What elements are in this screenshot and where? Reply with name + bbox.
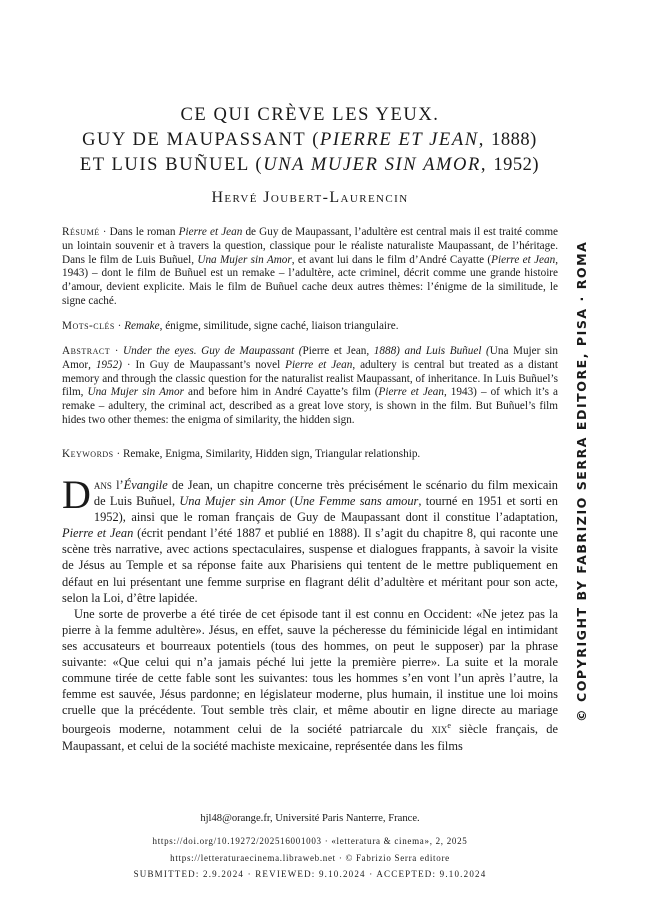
resume-text: , et avant lui dans le film d’André Cayatte (: [291, 253, 492, 266]
century-numeral: xix: [431, 722, 448, 737]
resume-italic: Pierre et Jean: [178, 226, 243, 238]
motscles-paragraph: [62, 320, 558, 334]
title-line-2: [62, 128, 558, 153]
copyright-sidebar: © COPYRIGHT BY FABRIZIO SERRA EDITORE, PISA · ROMA: [574, 240, 589, 722]
motscles-italic: Remake: [124, 320, 160, 332]
body-text: siècle français, de Maupassant, et celui de la société machiste mexicaine, représentée dans les films: [62, 722, 558, 753]
abstract-text: Pierre et Jean: [302, 345, 367, 357]
title-text: ): [532, 155, 541, 175]
title-text: ): [530, 130, 538, 150]
body-italic: Pierre et Jean: [62, 526, 134, 541]
motscles-text: , énigme, similitude, signe caché, liaison triangulaire.: [159, 320, 399, 332]
drop-cap: D: [62, 472, 91, 517]
keywords-text: Remake, Enigma, Similarity, Hidden sign, Triangular relationship.: [122, 448, 421, 460]
abstract-italic: Pierre et Jean: [285, 358, 353, 371]
small-caps-text: ans: [93, 478, 112, 492]
title-line-3: [62, 153, 558, 178]
article-body: [62, 472, 559, 754]
resume-paragraph: [62, 226, 558, 309]
body-text: Une sorte de proverbe a été tirée de cet épisode tant il est connu en Occident: «Ne jetez pas la pierre à la femme adultère». Jésus, en effet, sauve la pécheresse du féminicide légal en intimidant ses accusateurs et bourreaux potentiels (tous des hommes, on peut le supposer) par la phrase suivante: «Que celui qui n’a jamais péché lui jette la première pierre». La suite et la morale commune tirée de cette fable sont les suivantes: tous les hommes s’en vont l’un après l’autre, la femme est sauvée, Jésus pardonne; en législateur moderne, plus humain, il institue une loi moins cruelle que la précédente. Tout semble très clair, et même aboutir en ligne directe au mariage bourgeois moderne, notamment celui de la société patriarcale du: [62, 606, 558, 737]
resume-text: , 1943) – dont le film de Buñuel est un remake – l’adultère, acte criminel, décrit comme une grande histoire d’amour, devient explicite. Mais le film de Buñuel cache deux autres thèmes: l’énigme de la similitude, le signe caché.: [62, 253, 559, 307]
separator: ·: [114, 320, 125, 332]
abstract-text: · In Guy de Maupassant’s novel: [121, 358, 286, 371]
resume-text: Dans le roman: [109, 226, 179, 238]
body-italic: Évangile: [123, 478, 168, 492]
title-text: GUY DE MAUPASSANT (: [82, 130, 320, 150]
abstract-italic: , 1888) and Luis Buñuel (: [366, 345, 490, 357]
abstract-text: and before him in André Cayatte’s film (: [183, 386, 379, 399]
body-italic: Una Mujer sin Amor: [179, 494, 286, 509]
author-name: Hervé Joubert-Laurencin: [211, 189, 409, 206]
title-line-1: CE QUI CRÈVE LES YEUX.: [180, 105, 440, 125]
abstract-italic: Una Mujer sin Amor: [87, 386, 184, 399]
work-title: PIERRE ET JEAN: [319, 130, 479, 150]
body-text: (écrit pendant l’été 1887 et publié en 1888). Il s’agit du chapitre 8, qui raconte une scène très narrative, avec actions spectaculaires, suspense et dialogues frappants, à savoir la visite de Jésus au Temple et sa réponse faite aux Pharisiens qui tentent de le mettre publiquement en défaut en lui présentant une femme surprise en flagrant délit d’adultère et méritant pour son acte, selon la Loi, d’être lapidée.: [62, 526, 558, 605]
title-text: ET LUIS BUÑUEL (: [79, 155, 264, 175]
abstract-italic: , 1952): [88, 358, 122, 371]
body-text: (: [285, 494, 295, 509]
work-title: UNA MUJER SIN AMOR: [263, 155, 481, 175]
year: 1888: [491, 130, 531, 150]
separator: ·: [99, 226, 110, 238]
abstract-text: Una Mujer sin Amor: [62, 345, 558, 371]
website-line: https://letteraturaecinema.libraweb.net · © Fabrizio Serra editore: [170, 853, 450, 863]
author-affiliation: hjl48@orange.fr, Université Paris Nanterre, France.: [200, 813, 420, 824]
separator: ·: [113, 448, 123, 460]
body-text: de Jean, un chapitre concerne très précisément le scénario du film mexicain de Luis Buñuel,: [93, 478, 559, 509]
resume-text: de Guy de Maupassant, l’adultère est central mais il est traité comme un lointain souvenir et à travers la question, classique pour le réaliste naturaliste Maupassant, de l’héritage. Dans le film de Luis Buñuel,: [62, 226, 559, 266]
keywords-paragraph: [62, 448, 558, 462]
article-title: [62, 103, 558, 178]
body-paragraph-1: [62, 472, 559, 606]
body-italic: Une Femme sans amour: [294, 494, 419, 509]
resume-italic: Pierre et Jean: [491, 253, 556, 266]
body-paragraph-2: [62, 606, 558, 754]
body-text: l’: [111, 478, 124, 492]
abstract-italic: Pierre et Jean: [378, 386, 444, 399]
resume-label: Résumé: [62, 226, 100, 238]
separator: ·: [110, 345, 124, 357]
body-text: , tourné en 1951 et sorti en 1952), ainsi que le roman français de Guy de Maupassant dont il constitue l’adaptation,: [93, 494, 558, 525]
resume-italic: Una Mujer sin Amor: [197, 253, 292, 266]
title-text: ,: [478, 130, 492, 150]
title-text: ,: [480, 155, 494, 175]
motscles-label: Mots-clés: [62, 320, 115, 332]
abstract-label: Abstract: [62, 345, 111, 357]
abstract-text: , adultery is central but treated as a distant memory and through the classic question for the naturalist realist Maupassant, of inheritance. In Luis Buñuel’s film,: [62, 358, 558, 399]
abstract-text: , 1943) – of which it’s a remake – adultery, the criminal act, described as a great love story, is shown in the film. But Buñuel’s film hides two other themes: the enigma of similarity, the hidden sign.: [62, 386, 559, 426]
submission-dates: SUBMITTED: 2.9.2024 · REVIEWED: 9.10.2024 · ACCEPTED: 9.10.2024: [133, 869, 487, 879]
superscript: e: [447, 721, 451, 731]
doi-line: https://doi.org/10.19272/202516001003 · «letteratura & cinema», 2, 2025: [152, 836, 468, 846]
keywords-label: Keywords: [62, 448, 114, 460]
year: 1952: [493, 155, 533, 175]
abstract-italic: Under the eyes. Guy de Maupassant (: [123, 345, 303, 357]
abstract-paragraph: [62, 345, 558, 428]
